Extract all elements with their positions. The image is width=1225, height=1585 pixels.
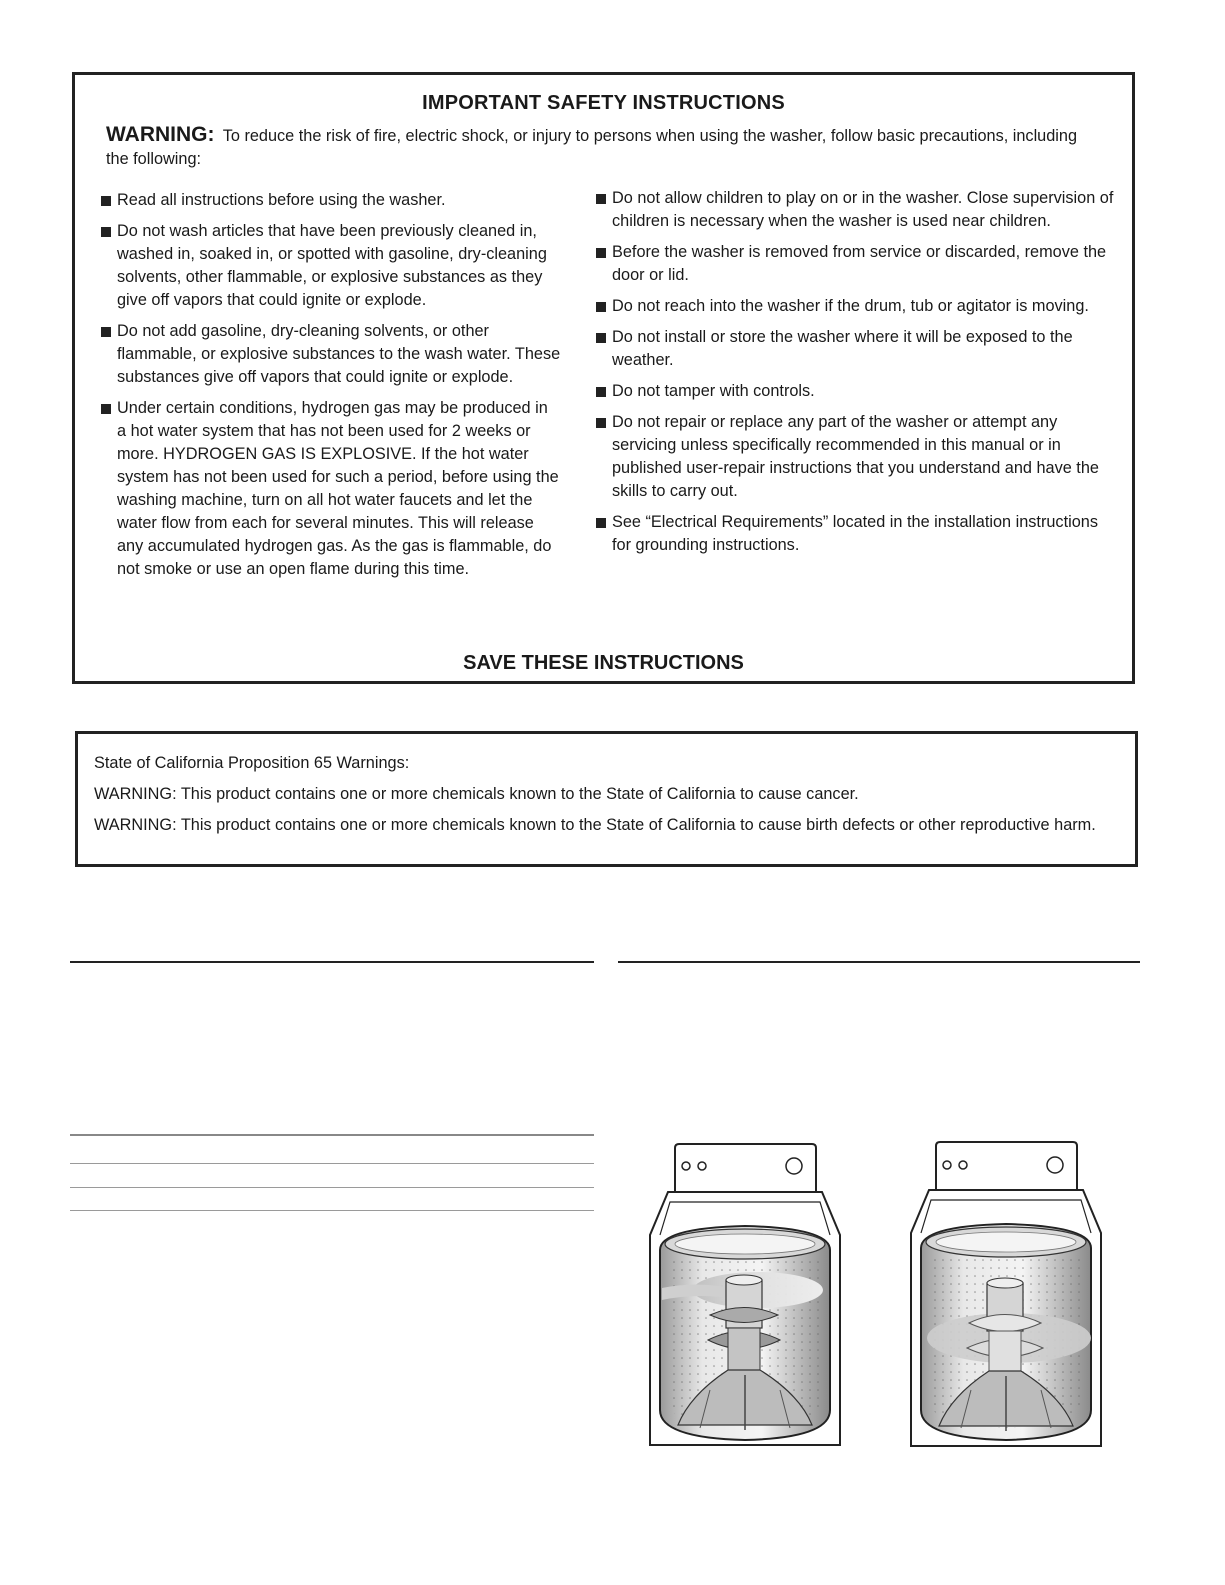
bullet-square-icon <box>596 333 606 343</box>
list-item: Do not tamper with controls. <box>596 380 1116 403</box>
table-rule <box>70 1210 594 1211</box>
bullet-square-icon <box>596 418 606 428</box>
bullet-square-icon <box>101 227 111 237</box>
list-item: See “Electrical Requirements” located in the installation instructions for grounding instructions. <box>596 511 1116 557</box>
safety-list-left <box>101 189 561 589</box>
bullet-square-icon <box>596 518 606 528</box>
bullet-square-icon <box>101 196 111 206</box>
prop65-warning-reproductive: WARNING: This product contains one or more chemicals known to the State of California to cause birth defects or other reproductive harm. <box>94 816 1096 834</box>
table-rule <box>70 1134 594 1136</box>
bullet-square-icon <box>596 248 606 258</box>
washer-high-water-illustration <box>901 1138 1111 1453</box>
bullet-square-icon <box>101 404 111 414</box>
section-divider-left <box>70 961 594 963</box>
list-item: Do not add gasoline, dry-cleaning solvents, or other flammable, or explosive substances to the wash water. These substances give off vapors that could ignite or explode. <box>101 320 561 389</box>
bullet-square-icon <box>101 327 111 337</box>
list-item: Read all instructions before using the washer. <box>101 189 561 212</box>
prop65-warning-cancer: WARNING: This product contains one or more chemicals known to the State of California to cause cancer. <box>94 785 859 803</box>
safety-instructions-box <box>72 72 1135 684</box>
table-rule <box>70 1187 594 1188</box>
section-divider-right <box>618 961 1140 963</box>
warning-intro <box>106 123 1092 171</box>
list-item: Do not allow children to play on or in the washer. Close supervision of children is necessary when the washer is used near children. <box>596 187 1116 233</box>
list-item: Do not reach into the washer if the drum, tub or agitator is moving. <box>596 295 1116 318</box>
warning-text: To reduce the risk of fire, electric shock, or injury to persons when using the washer, follow basic precautions, including the following: <box>106 127 1078 168</box>
list-item: Do not repair or replace any part of the washer or attempt any servicing unless specifically recommended in this manual or in published user-repair instructions that you understand and have the skills to carry out. <box>596 411 1116 503</box>
list-item: Do not wash articles that have been previously cleaned in, washed in, soaked in, or spotted with gasoline, dry-cleaning solvents, other flammable, or explosive substances as they give off vapors that could ignite or explode. <box>101 220 561 312</box>
list-item: Under certain conditions, hydrogen gas may be produced in a hot water system that has not been used for 2 weeks or more. HYDROGEN GAS IS EXPLOSIVE. If the hot water system has not been used for such a period, before using the washing machine, turn on all hot water faucets and let the water flow from each for several minutes. This will release any accumulated hydrogen gas. As the gas is flammable, do not smoke or use an open flame during this time. <box>101 397 561 581</box>
proposition-65-box <box>75 731 1138 867</box>
bullet-square-icon <box>596 302 606 312</box>
safety-list-right <box>596 187 1116 565</box>
bullet-square-icon <box>596 387 606 397</box>
safety-title: IMPORTANT SAFETY INSTRUCTIONS <box>422 92 785 114</box>
save-instructions-heading: SAVE THESE INSTRUCTIONS <box>463 652 744 674</box>
list-item: Before the washer is removed from service or discarded, remove the door or lid. <box>596 241 1116 287</box>
bullet-square-icon <box>596 194 606 204</box>
washer-low-water-illustration <box>640 1140 850 1455</box>
warning-label: WARNING: <box>106 123 215 146</box>
list-item: Do not install or store the washer where it will be exposed to the weather. <box>596 326 1116 372</box>
table-rule <box>70 1163 594 1164</box>
prop65-heading: State of California Proposition 65 Warnings: <box>94 754 410 772</box>
